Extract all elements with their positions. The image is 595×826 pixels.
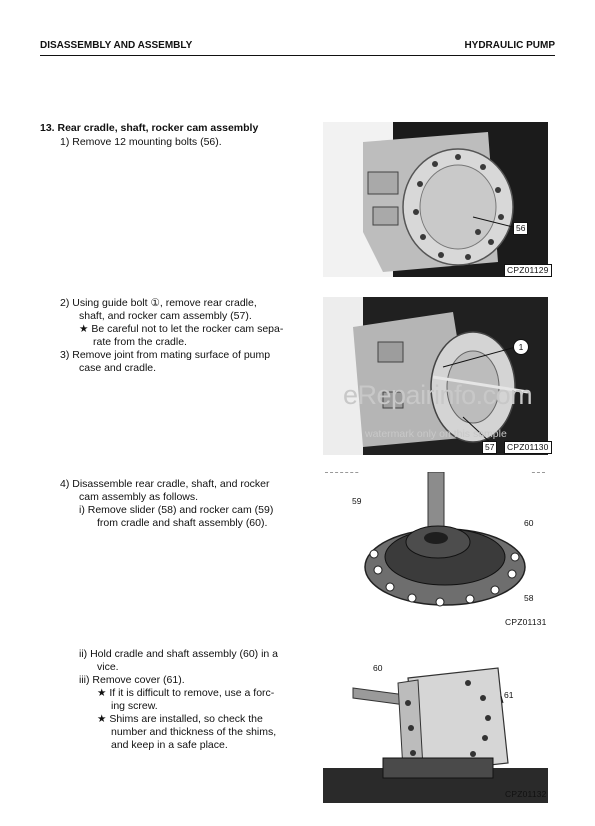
header-rule bbox=[40, 55, 555, 56]
figure-cpz01131-photo bbox=[360, 472, 530, 612]
step-4-line2: cam assembly as follows. bbox=[79, 491, 199, 503]
callout-60: 60 bbox=[524, 518, 534, 528]
callout-61: 61 bbox=[504, 690, 514, 700]
header-section-title: DISASSEMBLY AND ASSEMBLY bbox=[40, 40, 193, 51]
step-4i-line2: from cradle and shaft assembly (60). bbox=[97, 517, 268, 529]
note-a-line2: ing screw. bbox=[111, 700, 158, 712]
callout-56: 56 bbox=[513, 222, 528, 235]
figure-cpz01129-photo bbox=[323, 122, 548, 277]
note-b-line2: number and thickness of the shims, bbox=[111, 726, 277, 738]
watermark-main: eRepairinfo.com bbox=[343, 380, 533, 410]
figure-cpz01132-photo bbox=[323, 658, 548, 803]
callout-guide-bolt-1: 1 bbox=[513, 339, 529, 355]
step-2-line2: shaft, and rocker cam assembly (57). bbox=[79, 310, 252, 322]
callout-57: 57 bbox=[482, 441, 497, 454]
step-4-line1: 4) Disassemble rear cradle, shaft, and rocker bbox=[60, 478, 270, 490]
callout-60-vice: 60 bbox=[373, 663, 383, 673]
watermark-sub: watermark only on this sample bbox=[365, 428, 507, 440]
step-2-line1: 2) Using guide bolt ①, remove rear cradle, bbox=[60, 297, 257, 309]
step-3-line2: case and cradle. bbox=[79, 362, 157, 374]
step-1: 1) Remove 12 mounting bolts (56). bbox=[60, 136, 222, 148]
step-4iii: iii) Remove cover (61). bbox=[79, 674, 185, 686]
step-4ii-line1: ii) Hold cradle and shaft assembly (60) in a bbox=[79, 648, 279, 660]
callout-59: 59 bbox=[352, 496, 362, 506]
figure-caption-cpz01130: CPZ01130 bbox=[504, 441, 552, 454]
figure-caption-cpz01129: CPZ01129 bbox=[504, 264, 552, 277]
note-a-line1: ★ If it is difficult to remove, use a forc- bbox=[97, 687, 275, 699]
callout-58: 58 bbox=[524, 593, 534, 603]
step-4i-line1: i) Remove slider (58) and rocker cam (59) bbox=[79, 504, 274, 516]
step-2-note-line2: rate from the cradle. bbox=[93, 336, 187, 348]
figure-caption-cpz01131: CPZ01131 bbox=[505, 617, 547, 627]
step-4ii-line2: vice. bbox=[97, 661, 119, 673]
header-doc-title: HYDRAULIC PUMP bbox=[464, 40, 555, 51]
note-b-line1: ★ Shims are installed, so check the bbox=[97, 713, 263, 725]
section-title: 13. Rear cradle, shaft, rocker cam assembly bbox=[40, 122, 259, 134]
step-2-note-line1: ★ Be careful not to let the rocker cam sepa- bbox=[79, 323, 284, 335]
note-b-line3: and keep in a safe place. bbox=[111, 739, 228, 751]
step-3-line1: 3) Remove joint from mating surface of pump bbox=[60, 349, 271, 361]
page-header bbox=[40, 40, 555, 54]
figure-caption-cpz01132: CPZ01132 bbox=[505, 789, 547, 799]
